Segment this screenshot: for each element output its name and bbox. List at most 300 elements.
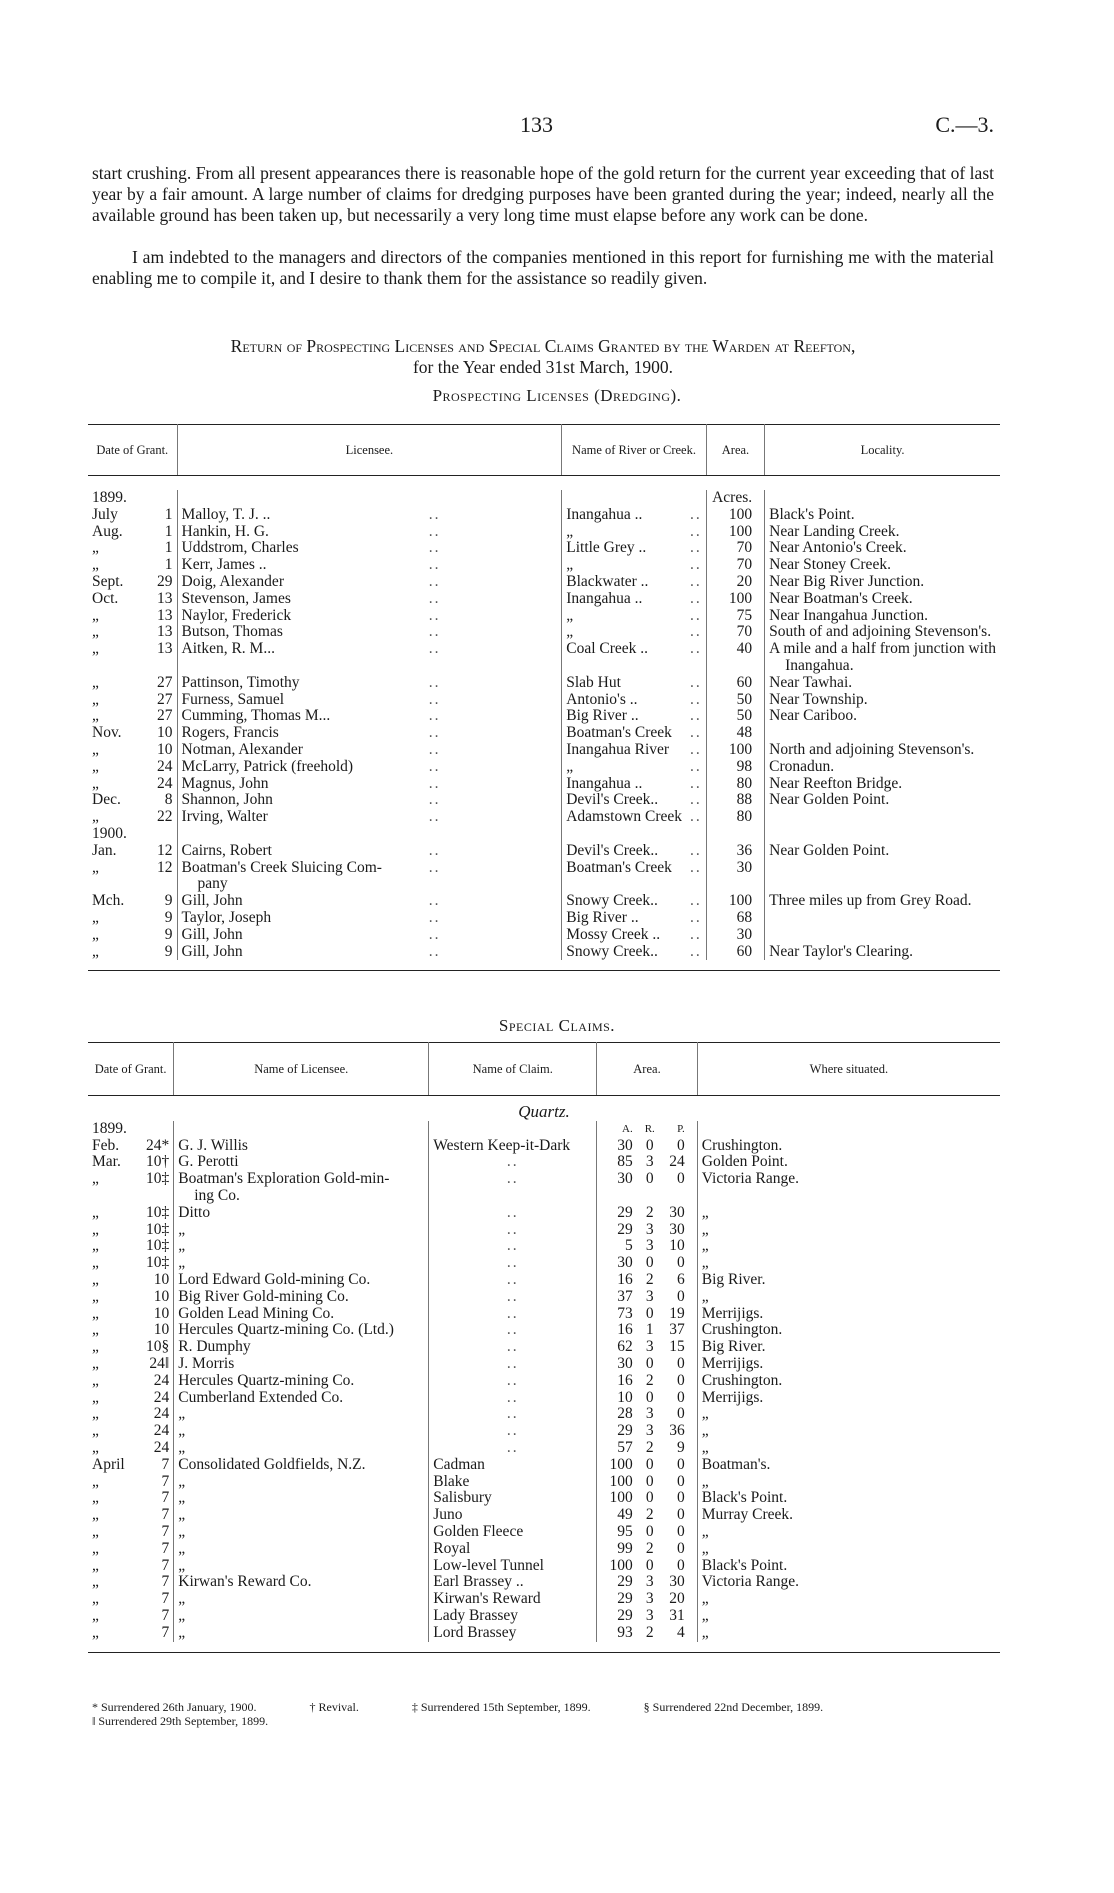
table-row [88,1574,1000,1591]
licensee-name: J. Morris [174,1356,429,1373]
leader-dots [686,658,706,675]
area-spacer [756,608,765,625]
grant-day: 10‡ [142,1171,174,1188]
locality [765,725,1000,742]
grant-month: „ [92,1590,99,1608]
river-name: Inangahua .. [566,774,643,792]
river-name: Big River .. [566,707,639,725]
area-acres: 98 [736,757,753,775]
area-acres [706,826,756,843]
area-spacer [689,1373,698,1390]
area-spacer [689,1524,698,1541]
grant-month [88,658,153,675]
licensee-name: McLarry, Patrick (freehold) [181,757,354,775]
area-perches: 9 [677,1438,685,1456]
area-roods: 0 [645,1304,654,1322]
leader-dots: .. [686,944,706,961]
locality [765,860,1000,877]
locality: Near Golden Point. [769,841,890,859]
licensee-name: Hercules Quartz-mining Co. [174,1373,429,1390]
grant-month: „ [92,1556,99,1574]
footnote-surrendered-jan: * Surrendered 26th January, 1900. [92,1700,257,1714]
locality: North and adjoining Stevenson's. [769,740,975,758]
licensee-name: Boatman's Exploration Gold-min- [174,1171,429,1188]
licensee-name: Malloy, T. J. .. [181,505,271,523]
table-row [88,608,1000,625]
header-licensee: Licensee. [177,425,562,476]
area-perches: 0 [677,1556,685,1574]
licensee-name: „ [174,1507,429,1524]
area-acres: 48 [736,724,753,742]
licensee-name [177,490,425,507]
area-spacer [756,591,765,608]
table-row [88,574,1000,591]
where-situated: „ [701,1220,709,1238]
licensee-name: Pattinson, Timothy [181,673,300,691]
leader-dots: .. [686,893,706,910]
river-name: Antonio's .. [566,690,638,708]
licensee-name: „ [174,1490,429,1507]
area-roods: 0 [645,1354,654,1372]
claim-name: .. [429,1255,597,1272]
area-spacer [689,1507,698,1524]
area-acres: 60 [736,673,753,691]
river-name: Devil's Creek.. [566,791,659,809]
grant-month: April [92,1455,125,1473]
leader-dots: .. [425,692,562,709]
area-perches: 4 [677,1623,685,1641]
area-roods: 0 [645,1136,654,1154]
table-row [88,1457,1000,1474]
claim-name: Golden Fleece [429,1524,597,1541]
leader-dots: .. [425,759,562,776]
locality: Black's Point. [769,505,855,523]
footnote-surrendered-sep15: ‡ Surrendered 15th September, 1899. [411,1700,591,1714]
grant-month: „ [92,1522,99,1540]
area-spacer [689,1490,698,1507]
area-spacer [756,893,765,910]
licensee-name: Big River Gold-mining Co. [174,1289,429,1306]
river-name [562,826,686,843]
grant-month: „ [92,1506,99,1524]
table-row [88,910,1000,927]
area-spacer [756,927,765,944]
table-row [88,809,1000,826]
grant-month: Nov. [92,724,122,742]
area-roods: R. [644,1122,655,1135]
licensee-name [177,658,425,675]
grant-month: „ [92,1270,99,1288]
leader-dots: .. [686,507,706,524]
area-roods: 3 [645,1422,654,1440]
grant-day: 10 [153,725,177,742]
table-row [88,1490,1000,1507]
licensee-name: Hankin, H. G. [181,522,269,540]
table-row [88,1306,1000,1323]
grant-month: „ [92,1220,99,1238]
claim-name: .. [429,1339,597,1356]
table-row [88,1171,1000,1188]
grant-month: „ [92,673,99,691]
claim-name: .. [429,1322,597,1339]
area-spacer [689,1457,698,1474]
area-acres: 30 [736,858,753,876]
licensee-name: Irving, Walter [181,808,268,826]
area-spacer [756,759,765,776]
grant-day: 7 [142,1541,174,1558]
grant-day: 10 [142,1306,174,1323]
grant-month: „ [92,740,99,758]
grant-day: 9 [153,927,177,944]
grant-day: 7 [142,1457,174,1474]
grant-day: 29 [153,574,177,591]
footnote-revival: † Revival. [309,1700,359,1714]
licensee-name: „ [174,1558,429,1575]
claim-name: .. [429,1171,597,1188]
area-acres: 100 [728,522,753,540]
area-spacer [756,692,765,709]
table-row [88,792,1000,809]
leader-dots: .. [686,641,706,658]
river-name [562,490,686,507]
leader-dots: .. [425,725,562,742]
area-spacer [689,1390,698,1407]
grant-day: 7 [142,1507,174,1524]
where-situated: Big River. [701,1270,766,1288]
river-name: Mossy Creek .. [566,925,661,943]
grant-day: 7 [142,1558,174,1575]
licensee-name: Shannon, John [181,791,273,809]
leader-dots: .. [686,725,706,742]
table-row [88,1406,1000,1423]
return-title-line2: for the Year ended 31st March, 1900. [412,357,673,377]
grant-day: 13 [153,624,177,641]
grant-day: 24 [153,759,177,776]
area-acres: 70 [736,623,753,641]
area-roods: 2 [645,1270,654,1288]
leader-dots [425,658,562,675]
grant-month: „ [92,539,99,557]
where-situated: Boatman's. [701,1455,771,1473]
area-spacer [756,708,765,725]
locality: Near Boatman's Creek. [769,589,913,607]
area-acres: 36 [736,841,753,859]
area-roods: 2 [645,1371,654,1389]
table-row [88,557,1000,574]
area-spacer [689,1574,698,1591]
grant-month: „ [92,1304,99,1322]
where-situated: „ [701,1203,709,1221]
licensee-name: G. Perotti [174,1154,429,1171]
area-perches: 6 [677,1270,685,1288]
grant-month: „ [92,1489,99,1507]
claim-name: .. [429,1154,597,1171]
area-spacer [689,1423,698,1440]
area-acres: 57 [617,1438,633,1456]
area-acres: 40 [736,640,753,658]
where-situated: „ [701,1287,709,1305]
grant-day: 7 [142,1490,174,1507]
area-acres: 50 [736,690,753,708]
header-river-or-creek: Name of River or Creek. [562,425,707,476]
area-acres: 29 [617,1590,633,1608]
area-acres: 80 [736,808,753,826]
grant-month: „ [92,858,99,876]
table-row [88,1558,1000,1575]
table-row [88,1339,1000,1356]
area-acres: 30 [617,1136,633,1154]
where-situated: Black's Point. [701,1556,788,1574]
grant-day: 24 [142,1373,174,1390]
claim-name: Kirwan's Reward [429,1591,597,1608]
grant-month: „ [92,1438,99,1456]
table-row [88,658,1000,675]
where-situated: Crushington. [701,1371,783,1389]
licensee-name: Aitken, R. M... [181,640,275,658]
leader-dots: .. [425,792,562,809]
leader-dots: .. [686,574,706,591]
grant-day: 1 [153,507,177,524]
area-perches: 0 [677,1472,685,1490]
where-situated: „ [701,1539,709,1557]
area-acres: 68 [736,908,753,926]
grant-month: „ [92,1170,99,1188]
area-spacer [689,1541,698,1558]
table-row [88,524,1000,541]
locality: Near Landing Creek. [769,522,900,540]
area-acres: 50 [736,707,753,725]
grant-day: 8 [153,792,177,809]
grant-month [88,876,153,893]
grant-day: 24 [142,1406,174,1423]
area-perches: 0 [677,1287,685,1305]
area-acres: 99 [617,1539,633,1557]
locality: Near Township. [769,690,868,708]
licensee-name: „ [174,1541,429,1558]
grant-month: „ [92,1539,99,1557]
grant-month: Oct. [92,589,119,607]
locality: Near Taylor's Clearing. [769,942,914,960]
table-row [88,1625,1000,1642]
header-special-licensee: Name of Licensee. [174,1043,429,1096]
area-perches: 0 [677,1388,685,1406]
area-spacer [756,826,765,843]
area-spacer [756,792,765,809]
leader-dots: .. [686,742,706,759]
grant-month: „ [92,1321,99,1339]
area-perches: 0 [677,1170,685,1188]
locality [765,910,1000,927]
grant-month: July [92,505,118,523]
table-row [88,641,1000,658]
grant-day [153,826,177,843]
locality: South of and adjoining Stevenson's. [769,623,992,641]
where-situated: Victoria Range. [701,1170,799,1188]
area-spacer [756,843,765,860]
river-name: „ [566,757,574,775]
licensee-name: Ditto [174,1205,429,1222]
area-acres [597,1188,637,1205]
locality: Three miles up from Grey Road. [769,892,972,910]
grant-day: 13 [153,591,177,608]
prospecting-subtitle: Prospecting Licenses (Dredging). [432,386,682,405]
licensee-name: G. J. Willis [174,1138,429,1155]
grant-month: „ [92,1203,99,1221]
area-acres: 29 [617,1203,633,1221]
table-row [88,1507,1000,1524]
grant-day [153,490,177,507]
leader-dots [425,490,562,507]
area-spacer [756,641,765,658]
river-name: Inangahua .. [566,505,643,523]
leader-dots: .. [686,524,706,541]
leader-dots: .. [425,574,562,591]
leader-dots: .. [425,776,562,793]
grant-day: 10 [142,1289,174,1306]
area-spacer [689,1608,698,1625]
table-row [88,876,1000,893]
return-title-line1: Return of Prospecting Licenses and Special Claims Granted by the Warden at Reefton, [230,336,856,356]
grant-day: 27 [153,675,177,692]
area-spacer [756,507,765,524]
area-spacer [689,1406,698,1423]
area-roods: 0 [645,1556,654,1574]
area-spacer [689,1171,698,1188]
area-spacer [756,540,765,557]
paragraph-1: start crushing. From all present appearances there is reasonable hope of the gold return for the current year exceeding that of last year by a fair amount. A large number of claims for dredging purposes have been granted during the year; indeed, nearly all the available ground has been taken up, but necessarily a very long time must elapse before any work can be done. [92,163,994,225]
claim-name: .. [429,1272,597,1289]
table-row [88,1289,1000,1306]
table-row [88,826,1000,843]
licensee-name: Uddstrom, Charles [181,539,299,557]
claim-name: .. [429,1205,597,1222]
locality: A mile and a half from junction with [769,640,996,658]
footnote-surrendered-sep29: ‖ Surrendered 29th September, 1899. [92,1714,269,1728]
area-spacer [689,1322,698,1339]
area-acres: 29 [617,1220,633,1238]
grant-month: 1899. [92,489,127,506]
table-row [88,692,1000,709]
table-row [88,1423,1000,1440]
table-row [88,1322,1000,1339]
grant-day: 24 [142,1440,174,1457]
area-spacer [689,1306,698,1323]
footnotes [92,1700,992,1728]
grant-day: 1 [153,524,177,541]
area-roods: 0 [645,1455,654,1473]
river-name: „ [566,623,574,641]
area-perches: 10 [669,1237,685,1255]
special-claims-table [88,1042,1000,1653]
area-spacer [756,944,765,961]
grant-day [153,876,177,893]
licensee-name: Consolidated Goldfields, N.Z. [174,1457,429,1474]
area-acres: 29 [617,1422,633,1440]
area-acres: 29 [617,1573,633,1591]
river-name: „ [566,606,574,624]
licensee-name: Furness, Samuel [181,690,284,708]
table-row [88,1356,1000,1373]
where-situated: „ [701,1254,709,1272]
river-name [562,658,686,675]
where-situated: „ [701,1590,709,1608]
river-name: Slab Hut [566,673,621,691]
area-perches: 31 [669,1606,685,1624]
header-claim-name: Name of Claim. [429,1043,597,1096]
leader-dots: .. [686,927,706,944]
claim-name: .. [429,1440,597,1457]
table-row [88,1238,1000,1255]
area-perches: 0 [677,1506,685,1524]
grant-day: 10‡ [142,1255,174,1272]
area-spacer [756,910,765,927]
area-acres: 85 [617,1153,633,1171]
licensee-name: Kirwan's Reward Co. [174,1574,429,1591]
claim-name: Salisbury [429,1490,597,1507]
locality: Near Stoney Creek. [769,556,891,574]
leader-dots: .. [425,641,562,658]
leader-dots: .. [686,624,706,641]
area-acres: 70 [736,539,753,557]
locality [765,876,1000,893]
claim-name: Earl Brassey .. [429,1574,597,1591]
locality [765,927,1000,944]
area-spacer [756,860,765,877]
river-name: Snowy Creek.. [566,942,658,960]
licensee-name: „ [174,1255,429,1272]
area-acres: 30 [617,1170,633,1188]
area-spacer [689,1188,698,1205]
grant-day: 10‡ [142,1238,174,1255]
header-area: Area. [706,425,764,476]
river-name: Inangahua .. [566,589,643,607]
header-date-of-grant: Date of Grant. [88,425,177,476]
grant-month: „ [92,942,99,960]
grant-day: 24* [142,1138,174,1155]
area-roods: 2 [645,1506,654,1524]
area-spacer [756,658,765,675]
area-spacer [689,1289,698,1306]
where-situated: Merrijigs. [701,1354,764,1372]
area-acres: 100 [728,589,753,607]
grant-month: „ [92,908,99,926]
licensee-name: „ [174,1524,429,1541]
area-acres: 16 [617,1270,633,1288]
area-spacer [689,1272,698,1289]
area-acres: 29 [617,1606,633,1624]
leader-dots: .. [425,624,562,641]
table-row [88,1138,1000,1155]
area-spacer [689,1440,698,1457]
leader-dots: .. [425,591,562,608]
area-acres: 75 [736,606,753,624]
grant-day: 7 [142,1574,174,1591]
leader-dots: .. [686,591,706,608]
area-roods: 2 [645,1203,654,1221]
grant-day: 24‖ [142,1356,174,1373]
area-roods: 3 [645,1573,654,1591]
area-spacer [689,1138,698,1155]
leader-dots: .. [686,557,706,574]
where-situated [697,1188,1000,1205]
area-perches: 36 [669,1422,685,1440]
table-row [88,1591,1000,1608]
grant-day: 12 [153,843,177,860]
grant-day: 10 [142,1272,174,1289]
grant-day: 10§ [142,1339,174,1356]
table-row [88,927,1000,944]
area-spacer [689,1255,698,1272]
